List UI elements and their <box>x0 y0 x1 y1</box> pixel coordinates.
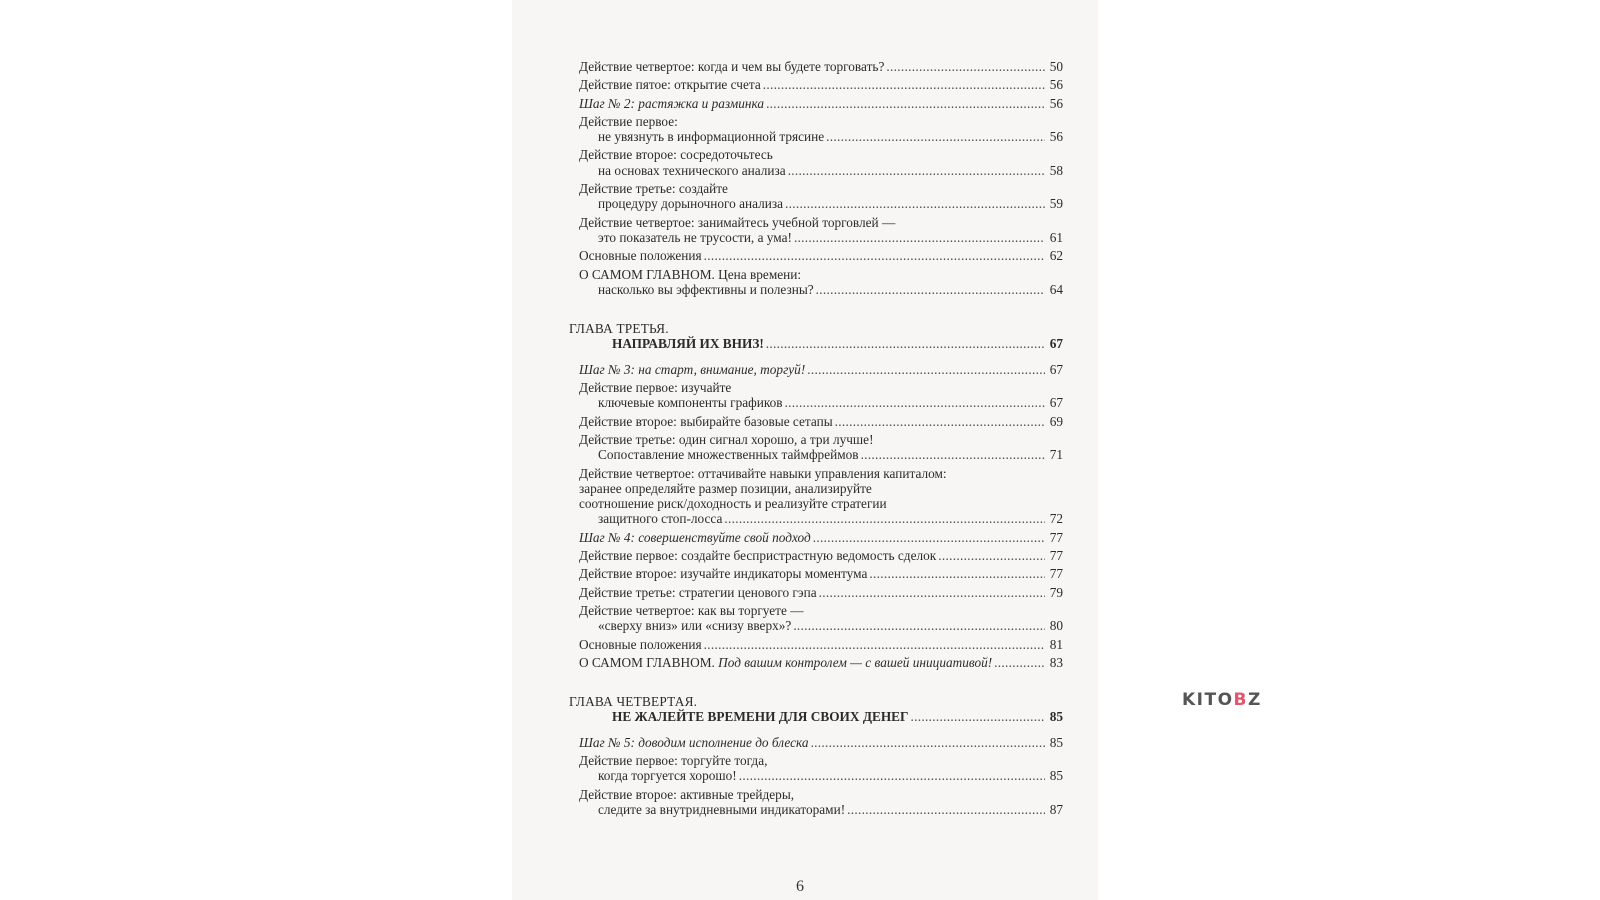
toc-entry-page: 56 <box>1049 77 1063 93</box>
leader-dots <box>766 96 1045 111</box>
toc-block-chapter3 <box>579 362 1063 652</box>
toc-entry-page: 69 <box>1049 413 1063 429</box>
toc-entry <box>579 603 1063 634</box>
toc-entry-line: Действие первое: <box>579 113 678 129</box>
toc-entry <box>579 114 1063 145</box>
leader-dots <box>785 196 1045 211</box>
toc-entry-text: на основах технического анализа <box>598 162 786 178</box>
toc-entry-text: Шаг № 5: доводим исполнение до блеска <box>579 734 809 750</box>
toc-entry-line: Действие третье: один сигнал хорошо, а три лучше! <box>579 431 874 447</box>
toc-entry <box>579 566 1063 581</box>
chapter3-label: ГЛАВА ТРЕТЬЯ. <box>569 321 669 337</box>
toc-entry-page: 77 <box>1049 566 1063 582</box>
leader-dots <box>819 585 1045 600</box>
toc-entry-page: 62 <box>1049 248 1063 264</box>
leader-dots <box>938 548 1045 563</box>
leader-dots <box>994 655 1045 670</box>
toc-entry-line: Действие второе: сосредоточьтесь <box>579 147 773 163</box>
toc-block-chapter4 <box>579 735 1063 817</box>
toc-entry-page: 67 <box>1049 395 1063 411</box>
leader-dots <box>704 637 1045 652</box>
table-of-contents <box>569 59 1063 820</box>
toc-entry-page: 64 <box>1049 281 1063 297</box>
toc-entry-page: 77 <box>1049 548 1063 564</box>
toc-entry-text: Действие четвертое: когда и чем вы будете торговать? <box>579 59 885 74</box>
toc-entry-page: 85 <box>1049 768 1063 784</box>
toc-entry <box>579 432 1063 463</box>
leader-dots <box>794 230 1045 245</box>
toc-entry-text: не увязнуть в информационной трясине <box>598 129 825 145</box>
leader-dots <box>847 802 1045 817</box>
chapter3-title-text: НАПРАВЛЯЙ ИХ ВНИЗ! <box>612 336 764 352</box>
toc-entry-page: 50 <box>1049 59 1063 74</box>
toc-entry-text: Действие первое: создайте беспристрастную ведомость сделок <box>579 548 937 564</box>
toc-step-heading <box>579 362 1063 377</box>
toc-entry-page: 83 <box>1049 654 1063 670</box>
toc-entry <box>579 380 1063 411</box>
toc-entry-text: когда торгуется хорошо! <box>598 768 737 784</box>
toc-entry-text: «сверху вниз» или «снизу вверх»? <box>598 618 792 634</box>
leader-dots <box>724 511 1045 526</box>
chapter3-page: 67 <box>1049 336 1063 352</box>
chapter4-label: ГЛАВА ЧЕТВЕРТАЯ. <box>569 694 698 710</box>
toc-entry <box>579 585 1063 600</box>
leader-dots <box>788 163 1045 178</box>
toc-entry-line: О САМОМ ГЛАВНОМ. Цена времени: <box>579 266 802 282</box>
toc-entry-line: Действие четвертое: как вы торгуете — <box>579 602 804 618</box>
toc-entry-page: 67 <box>1049 361 1063 377</box>
toc-entry-text: это показатель не трусости, а ума! <box>598 229 792 245</box>
leader-dots <box>704 248 1045 263</box>
toc-step-heading <box>579 530 1063 545</box>
toc-entry-page: 72 <box>1049 511 1063 527</box>
toc-entry-text: процедуру дорыночного анализа <box>598 196 784 212</box>
toc-entry-text: Сопоставление множественных таймфреймов <box>598 447 859 463</box>
toc-entry <box>579 637 1063 652</box>
toc-entry-text: защитного стоп-лосса <box>598 511 723 527</box>
leader-dots <box>766 336 1045 351</box>
leader-dots <box>807 362 1045 377</box>
toc-entry <box>579 548 1063 563</box>
leader-dots <box>886 59 1045 74</box>
toc-entry-text: Действие второе: изучайте индикаторы моментума <box>579 566 868 582</box>
chapter4-title-text: НЕ ЖАЛЕЙТЕ ВРЕМЕНИ ДЛЯ СВОИХ ДЕНЕГ <box>612 709 909 725</box>
toc-entry-page: 71 <box>1049 447 1063 463</box>
kitobz-watermark-logo: KITOBZ <box>1182 690 1262 710</box>
toc-entry-page: 77 <box>1049 529 1063 545</box>
chapter3-title <box>579 336 1063 351</box>
toc-entry-line: Действие первое: торгуйте тогда, <box>579 752 768 768</box>
toc-entry-text: Основные положения <box>579 248 702 264</box>
leader-dots <box>911 709 1045 724</box>
leader-dots <box>816 282 1045 297</box>
toc-entry-text: ключевые компоненты графиков <box>598 395 783 411</box>
toc-entry-line: Действие четвертое: занимайтесь учебной торговлей — <box>579 214 896 230</box>
toc-entry-text: Действие пятое: открытие счета <box>579 77 761 93</box>
toc-entry-line: Действие четвертое: оттачивайте навыки управления капиталом: <box>579 465 947 481</box>
toc-entry <box>579 466 1063 527</box>
toc-entry-text: Шаг № 4: совершенствуйте свой подход <box>579 529 811 545</box>
toc-entry-line: заранее определяйте размер позиции, анализируйте <box>579 480 872 496</box>
leader-dots <box>811 735 1045 750</box>
toc-entry-page: 61 <box>1049 229 1063 245</box>
toc-entry <box>579 414 1063 429</box>
toc-entry-text: Шаг № 2: растяжка и разминка <box>579 95 765 111</box>
leader-dots <box>826 129 1045 144</box>
page-number: 6 <box>796 878 804 895</box>
toc-entry-text: насколько вы эффективны и полезны? <box>598 281 814 297</box>
toc-entry-page: 56 <box>1049 95 1063 111</box>
toc-entry <box>579 77 1063 92</box>
leader-dots <box>763 77 1045 92</box>
toc-entry <box>579 753 1063 784</box>
toc-entry <box>579 787 1063 818</box>
toc-entry-page: 81 <box>1049 636 1063 652</box>
chapter4-title <box>579 709 1063 724</box>
chapter4-page: 85 <box>1049 709 1063 725</box>
leader-dots <box>869 566 1045 581</box>
toc-step-heading <box>579 96 1063 111</box>
leader-dots <box>793 618 1045 633</box>
leader-dots <box>785 395 1045 410</box>
toc-entry <box>579 267 1063 298</box>
toc-entry-page: 85 <box>1049 734 1063 750</box>
toc-entry-page: 80 <box>1049 618 1063 634</box>
toc-entry-text: Действие третье: стратегии ценового гэпа <box>579 584 817 600</box>
toc-entry-line: Действие второе: активные трейдеры, <box>579 786 795 802</box>
leader-dots <box>861 447 1045 462</box>
toc-entry-text: Основные положения <box>579 636 702 652</box>
toc-step-heading <box>579 735 1063 750</box>
leader-dots <box>739 768 1045 783</box>
toc-entry-text: следите за внутридневными индикаторами! <box>598 801 846 817</box>
leader-dots <box>813 530 1045 545</box>
toc-entry-page: 87 <box>1049 801 1063 817</box>
toc-entry <box>579 181 1063 212</box>
toc-entry-line: соотношение риск/доходность и реализуйте стратегии <box>579 496 887 512</box>
toc-entry-line: Действие первое: изучайте <box>579 380 732 396</box>
toc-entry-page: 59 <box>1049 196 1063 212</box>
toc-entry-text: О САМОМ ГЛАВНОМ. Под вашим контролем — с вашей инициативой! <box>579 654 993 670</box>
toc-entry <box>579 147 1063 178</box>
toc-entry-text: Действие второе: выбирайте базовые сетапы <box>579 413 833 429</box>
toc-entry-text: Шаг № 3: на старт, внимание, торгуй! <box>579 361 806 377</box>
toc-entry <box>579 248 1063 263</box>
toc-entry-line: Действие третье: создайте <box>579 181 728 197</box>
toc-entry-page: 56 <box>1049 129 1063 145</box>
toc-entry <box>579 59 1063 74</box>
toc-entry <box>579 215 1063 246</box>
toc-entry-page: 58 <box>1049 162 1063 178</box>
toc-entry-page: 79 <box>1049 584 1063 600</box>
leader-dots <box>835 414 1045 429</box>
toc-block-chapter2-continued <box>579 59 1063 297</box>
toc-entry-main-point-ch3 <box>579 655 1063 670</box>
